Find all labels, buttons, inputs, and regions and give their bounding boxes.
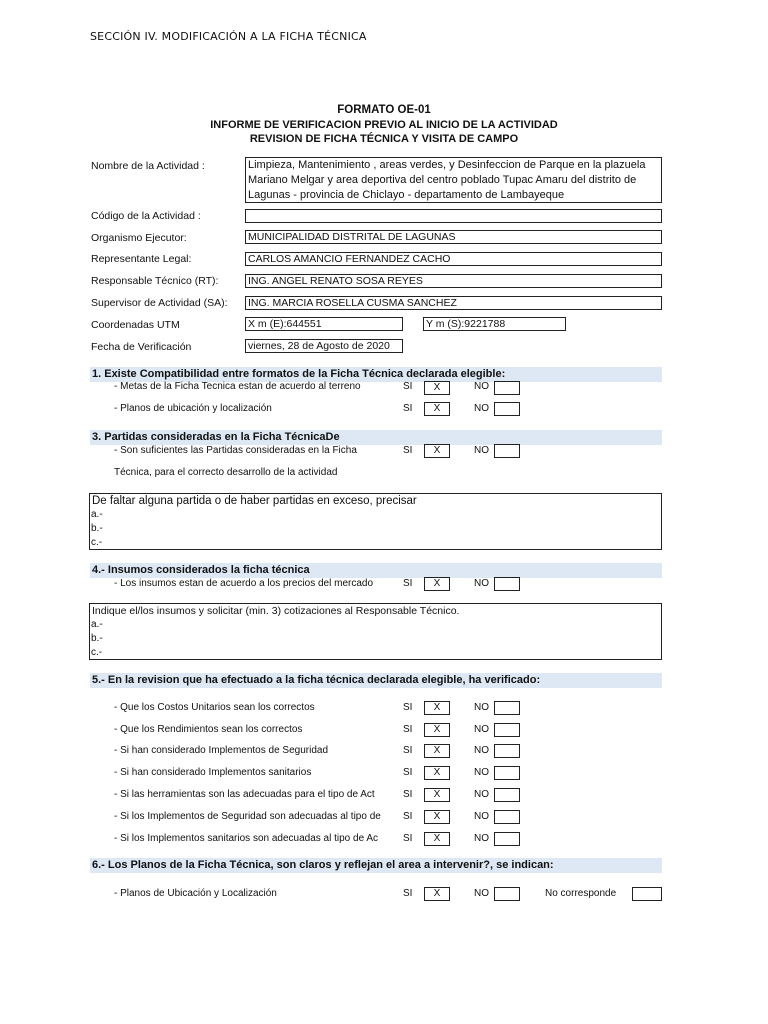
s5-item-2-label: - Que los Rendimientos sean los correctos (114, 724, 303, 735)
no-label: NO (474, 403, 489, 414)
no-checkbox[interactable] (494, 832, 520, 846)
no-checkbox[interactable] (494, 810, 520, 824)
no-checkbox[interactable] (494, 444, 520, 458)
no-label: NO (474, 789, 489, 800)
utm-x-field[interactable]: X m (E):644551 (245, 317, 403, 331)
no-corresponde-checkbox[interactable] (632, 887, 662, 901)
si-label: SI (403, 811, 413, 822)
no-checkbox[interactable] (494, 402, 520, 416)
missing-items-box[interactable] (89, 493, 662, 550)
activity-name-field[interactable]: Limpieza, Mantenimiento , areas verdes, y Desinfeccion de Parque en la plazuela Mariano Melgar y area deportiva del centro poblado Tupac Amaru del distrito de Lagunas - provincia de Chiclayo - departamento de Lambayeque (245, 157, 662, 203)
section-header: SECCIÓN IV. MODIFICACIÓN A LA FICHA TÉCNICA (90, 30, 367, 43)
no-checkbox[interactable] (494, 744, 520, 758)
report-title: INFORME DE VERIFICACION PREVIO AL INICIO DE LA ACTIVIDAD (210, 119, 558, 131)
list-line: a.- (91, 509, 103, 520)
si-label: SI (403, 578, 413, 589)
si-checkbox[interactable]: X (424, 381, 450, 395)
technical-resp-label: Responsable Técnico (RT): (91, 275, 219, 287)
si-label: SI (403, 702, 413, 713)
utm-label: Coordenadas UTM (91, 319, 180, 331)
verification-date-label: Fecha de Verificación (91, 341, 192, 353)
list-line: c.- (91, 537, 103, 548)
si-checkbox[interactable]: X (424, 887, 450, 901)
section-6-title: 6.- Los Planos de la Ficha Técnica, son claros y reflejan el area a intervenir?, se indican: (90, 858, 662, 873)
no-label: NO (474, 445, 489, 456)
no-checkbox[interactable] (494, 577, 520, 591)
si-label: SI (403, 789, 413, 800)
no-label: NO (474, 888, 489, 899)
no-label: NO (474, 745, 489, 756)
s1-item-1-label: - Metas de la Ficha Tecnica estan de acuerdo al terreno (114, 381, 361, 392)
no-corresponde-label: No corresponde (545, 888, 617, 899)
s4-item-label: - Los insumos estan de acuerdo a los precios del mercado (114, 578, 374, 589)
no-checkbox[interactable] (494, 788, 520, 802)
si-label: SI (403, 724, 413, 735)
section-4-title: 4.- Insumos considerados la ficha técnica (90, 563, 662, 578)
supervisor-label: Supervisor de Actividad (SA): (91, 297, 228, 309)
s5-item-1-label: - Que los Costos Unitarios sean los correctos (114, 702, 315, 713)
si-checkbox[interactable]: X (424, 744, 450, 758)
utm-y-field[interactable]: Y m (S):9221788 (423, 317, 566, 331)
s5-item-6-label: - Si los Implementos de Seguridad son adecuadas al tipo de (114, 811, 381, 822)
no-label: NO (474, 578, 489, 589)
si-label: SI (403, 767, 413, 778)
no-checkbox[interactable] (494, 723, 520, 737)
report-subtitle: REVISION DE FICHA TÉCNICA Y VISITA DE CAMPO (249, 133, 519, 145)
no-label: NO (474, 833, 489, 844)
list-line: b.- (91, 633, 103, 644)
section-3-title: 3. Partidas consideradas en la Ficha TécnicaDe (90, 430, 662, 445)
si-checkbox[interactable]: X (424, 723, 450, 737)
si-checkbox[interactable]: X (424, 444, 450, 458)
si-checkbox[interactable]: X (424, 701, 450, 715)
verification-date-field[interactable]: viernes, 28 de Agosto de 2020 (245, 339, 403, 353)
executing-org-label: Organismo Ejecutor: (91, 232, 187, 244)
no-label: NO (474, 381, 489, 392)
no-label: NO (474, 767, 489, 778)
si-label: SI (403, 403, 413, 414)
si-checkbox[interactable]: X (424, 766, 450, 780)
section-1-title: 1. Existe Compatibilidad entre formatos de la Ficha Técnica declarada elegible: (90, 367, 662, 382)
no-checkbox[interactable] (494, 701, 520, 715)
no-checkbox[interactable] (494, 887, 520, 901)
list-line: a.- (91, 619, 103, 630)
si-checkbox[interactable]: X (424, 832, 450, 846)
s5-item-7-label: - Si los Implementos sanitarios son adecuadas al tipo de Ac (114, 833, 379, 844)
format-title: FORMATO OE-01 (337, 104, 431, 116)
activity-name-label: Nombre de la Actividad : (91, 160, 205, 172)
si-label: SI (403, 888, 413, 899)
si-label: SI (403, 445, 413, 456)
s3-item-label: - Son suficientes las Partidas consideradas en la Ficha (114, 445, 357, 456)
si-checkbox[interactable]: X (424, 402, 450, 416)
list-line: c.- (91, 647, 103, 658)
si-checkbox[interactable]: X (424, 577, 450, 591)
si-label: SI (403, 833, 413, 844)
s5-item-4-label: - Si han considerado Implementos sanitarios (114, 767, 312, 778)
s3-item-label-continued: Técnica, para el correcto desarrollo de la actividad (114, 467, 338, 478)
legal-rep-label: Representante Legal: (91, 253, 192, 265)
section-5-title: 5.- En la revision que ha efectuado a la ficha técnica declarada elegible, ha verificado: (90, 673, 662, 688)
si-label: SI (403, 381, 413, 392)
supervisor-field[interactable]: ING. MARCIA ROSELLA CUSMA SANCHEZ (245, 296, 662, 310)
inputs-quotation-box-title: Indique el/los insumos y solicitar (min. 3) cotizaciones al Responsable Técnico. (92, 605, 460, 617)
legal-rep-field[interactable]: CARLOS AMANCIO FERNANDEZ CACHO (245, 252, 662, 266)
no-label: NO (474, 724, 489, 735)
technical-resp-field[interactable]: ING. ANGEL RENATO SOSA REYES (245, 274, 662, 288)
no-label: NO (474, 811, 489, 822)
s5-item-3-label: - Si han considerado Implementos de Seguridad (114, 745, 329, 756)
inputs-quotation-box[interactable] (89, 603, 662, 660)
no-label: NO (474, 702, 489, 713)
missing-items-box-title: De faltar alguna partida o de haber partidas en exceso, precisar (92, 495, 417, 507)
s6-item-label: - Planos de Ubicación y Localización (114, 888, 277, 899)
s5-item-5-label: - Si las herramientas son las adecuadas para el tipo de Act (114, 789, 375, 800)
no-checkbox[interactable] (494, 766, 520, 780)
executing-org-field[interactable]: MUNICIPALIDAD DISTRITAL DE LAGUNAS (245, 230, 662, 244)
activity-code-label: Código de la Actividad : (91, 210, 201, 222)
si-checkbox[interactable]: X (424, 810, 450, 824)
activity-code-field[interactable] (245, 209, 662, 223)
list-line: b.- (91, 523, 103, 534)
s1-item-2-label: - Planos de ubicación y localización (114, 403, 272, 414)
si-checkbox[interactable]: X (424, 788, 450, 802)
no-checkbox[interactable] (494, 381, 520, 395)
si-label: SI (403, 745, 413, 756)
